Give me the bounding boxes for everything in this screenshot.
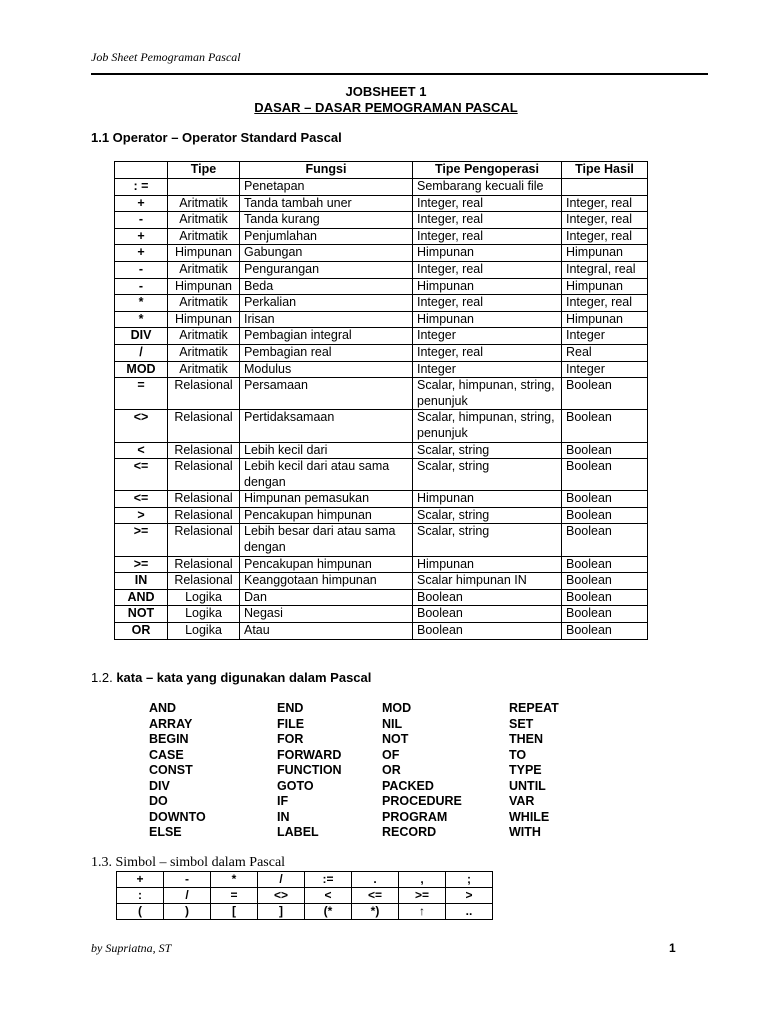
symbol-cell: * [211, 872, 258, 888]
result-type: Boolean [562, 491, 648, 508]
operator-function: Negasi [240, 606, 413, 623]
symbol-cell: < [305, 888, 352, 904]
table-row [115, 311, 648, 328]
table-row [115, 378, 648, 410]
operand-type: Himpunan [413, 311, 562, 328]
table-row [115, 344, 648, 361]
table-row [115, 195, 648, 212]
header-fungsi: Fungsi [240, 162, 413, 179]
result-type: Integral, real [562, 261, 648, 278]
operator-type: Aritmatik [168, 295, 240, 312]
running-header: Job Sheet Pemograman Pascal [91, 50, 241, 64]
table-row [115, 573, 648, 590]
symbol-row [117, 904, 493, 920]
operator-type: Relasional [168, 459, 240, 491]
symbol-cell: ) [164, 904, 211, 920]
keyword-column [509, 701, 559, 841]
result-type: Boolean [562, 606, 648, 623]
operator-type: Relasional [168, 507, 240, 524]
symbol-cell: / [258, 872, 305, 888]
result-type: Himpunan [562, 245, 648, 262]
operand-type: Boolean [413, 589, 562, 606]
symbol-cell: , [399, 872, 446, 888]
operand-type: Scalar himpunan IN [413, 573, 562, 590]
operator-type: Logika [168, 623, 240, 640]
operator-type: Relasional [168, 573, 240, 590]
symbol-cell: ( [117, 904, 164, 920]
result-type: Boolean [562, 589, 648, 606]
operator-type: Logika [168, 589, 240, 606]
operator-type: Aritmatik [168, 228, 240, 245]
operator-symbol: / [115, 344, 168, 361]
operator-type: Himpunan [168, 245, 240, 262]
result-type: Integer, real [562, 228, 648, 245]
operator-function: Beda [240, 278, 413, 295]
section-2-label: kata – kata yang digunakan dalam Pascal [116, 670, 372, 685]
keyword: FOR [277, 732, 304, 746]
operator-symbol: NOT [115, 606, 168, 623]
operand-type: Scalar, string [413, 442, 562, 459]
table-row [115, 442, 648, 459]
operator-function: Atau [240, 623, 413, 640]
operator-function: Lebih kecil dari [240, 442, 413, 459]
operator-function: Himpunan pemasukan [240, 491, 413, 508]
keyword: PACKED [382, 778, 434, 793]
table-row [115, 623, 648, 640]
operand-type: Scalar, himpunan, string, penunjuk [413, 410, 562, 442]
keyword: IF [277, 794, 289, 808]
operator-symbol: AND [115, 589, 168, 606]
keyword: PROCEDURE [382, 794, 462, 808]
operator-type: Relasional [168, 491, 240, 508]
page-number: 1 [669, 941, 676, 955]
operand-type: Boolean [413, 623, 562, 640]
keyword: VAR [509, 794, 535, 808]
operator-symbol: + [115, 228, 168, 245]
table-row [115, 491, 648, 508]
operator-symbol: = [115, 378, 168, 410]
keyword: GOTO [277, 778, 314, 793]
keyword: AND [149, 701, 177, 715]
keyword: LABEL [277, 825, 319, 839]
symbol-cell: . [352, 872, 399, 888]
symbol-cell: = [211, 888, 258, 904]
operator-function: Keanggotaan himpunan [240, 573, 413, 590]
result-type: Himpunan [562, 311, 648, 328]
operand-type: Integer, real [413, 212, 562, 229]
operand-type: Scalar, string [413, 459, 562, 491]
keyword: REPEAT [509, 701, 559, 715]
keyword: FORWARD [277, 747, 342, 762]
symbol-cell: ; [446, 872, 493, 888]
keyword: NOT [382, 732, 409, 746]
operator-type [168, 179, 240, 196]
symbol-cell: *) [352, 904, 399, 920]
keyword: END [277, 701, 304, 715]
keyword: CASE [149, 747, 184, 762]
keyword: NIL [382, 716, 403, 731]
operator-symbol: + [115, 195, 168, 212]
operator-function: Pencakupan himpunan [240, 507, 413, 524]
keyword: OR [382, 763, 401, 777]
operator-symbol: >= [115, 524, 168, 556]
operator-function: Lebih kecil dari atau sama dengan [240, 459, 413, 491]
operand-type: Boolean [413, 606, 562, 623]
table-row [115, 245, 648, 262]
operator-type: Himpunan [168, 278, 240, 295]
keyword: DOWNTO [149, 809, 206, 824]
operator-function: Pembagian integral [240, 328, 413, 345]
result-type: Boolean [562, 442, 648, 459]
keyword-column [149, 701, 206, 841]
operator-type: Relasional [168, 556, 240, 573]
operand-type: Integer, real [413, 261, 562, 278]
operator-type: Relasional [168, 378, 240, 410]
result-type: Real [562, 344, 648, 361]
table-row [115, 556, 648, 573]
operator-symbol: > [115, 507, 168, 524]
operator-type: Himpunan [168, 311, 240, 328]
operator-symbol: <= [115, 459, 168, 491]
keyword: ELSE [149, 825, 182, 839]
operand-type: Integer, real [413, 195, 562, 212]
operator-type: Aritmatik [168, 212, 240, 229]
keyword: UNTIL [509, 778, 546, 793]
operand-type: Integer [413, 328, 562, 345]
table-row [115, 361, 648, 378]
keyword: ARRAY [149, 716, 193, 731]
table-row [115, 295, 648, 312]
symbol-cell: (* [305, 904, 352, 920]
operator-function: Penjumlahan [240, 228, 413, 245]
keyword: DIV [149, 778, 170, 793]
operator-type: Aritmatik [168, 328, 240, 345]
header-tipe: Tipe [168, 162, 240, 179]
operator-function: Pembagian real [240, 344, 413, 361]
table-row [115, 410, 648, 442]
keyword-list [149, 701, 589, 841]
operator-function: Pengurangan [240, 261, 413, 278]
table-row [115, 507, 648, 524]
symbol-row [117, 888, 493, 904]
operator-type: Aritmatik [168, 261, 240, 278]
symbol-cell: ] [258, 904, 305, 920]
operator-symbol: * [115, 295, 168, 312]
keyword: BEGIN [149, 732, 189, 746]
operator-type: Relasional [168, 524, 240, 556]
keyword: PROGRAM [382, 809, 448, 824]
operand-type: Scalar, string [413, 524, 562, 556]
operand-type: Himpunan [413, 491, 562, 508]
table-row [115, 212, 648, 229]
operator-type: Aritmatik [168, 361, 240, 378]
operator-function: Gabungan [240, 245, 413, 262]
result-type: Boolean [562, 410, 648, 442]
result-type: Boolean [562, 556, 648, 573]
document-subtitle: DASAR – DASAR PEMOGRAMAN PASCAL [254, 100, 518, 115]
keyword: SET [509, 716, 534, 731]
operator-symbol: - [115, 261, 168, 278]
section-1-title: 1.1 Operator – Operator Standard Pascal [91, 130, 342, 145]
keyword: OF [382, 747, 400, 762]
keyword-column [277, 701, 342, 841]
operand-type: Scalar, string [413, 507, 562, 524]
section-2-title [91, 670, 371, 685]
keyword: RECORD [382, 825, 437, 839]
result-type: Integer, real [562, 195, 648, 212]
header-rule [91, 73, 708, 75]
keyword-column [382, 701, 462, 841]
result-type: Boolean [562, 378, 648, 410]
result-type: Integer, real [562, 212, 648, 229]
header-operator [115, 162, 168, 179]
operator-type: Aritmatik [168, 195, 240, 212]
operator-function: Tanda tambah uner [240, 195, 413, 212]
operator-function: Modulus [240, 361, 413, 378]
table-row [115, 278, 648, 295]
symbol-row [117, 872, 493, 888]
operator-type: Relasional [168, 442, 240, 459]
operator-symbol: : = [115, 179, 168, 196]
operator-function: Perkalian [240, 295, 413, 312]
keyword: WITH [509, 825, 541, 839]
symbol-cell: [ [211, 904, 258, 920]
keyword: FILE [277, 716, 305, 731]
symbol-cell: / [164, 888, 211, 904]
table-row [115, 524, 648, 556]
operator-function: Irisan [240, 311, 413, 328]
symbol-cell: + [117, 872, 164, 888]
operator-symbol: + [115, 245, 168, 262]
operator-function: Penetapan [240, 179, 413, 196]
symbol-cell: .. [446, 904, 493, 920]
result-type [562, 179, 648, 196]
operand-type: Himpunan [413, 556, 562, 573]
operator-type: Relasional [168, 410, 240, 442]
operand-type: Sembarang kecuali file [413, 179, 562, 196]
operator-symbol: IN [115, 573, 168, 590]
table-row [115, 328, 648, 345]
operand-type: Integer, real [413, 344, 562, 361]
symbol-cell: <> [258, 888, 305, 904]
table-row [115, 261, 648, 278]
header-tipe-pengoperasi: Tipe Pengoperasi [413, 162, 562, 179]
keyword: CONST [149, 763, 193, 777]
operator-function: Pencakupan himpunan [240, 556, 413, 573]
operator-symbol: <= [115, 491, 168, 508]
operator-type: Aritmatik [168, 344, 240, 361]
keyword: IN [277, 809, 290, 824]
result-type: Boolean [562, 507, 648, 524]
section-3-title: 1.3. Simbol – simbol dalam Pascal [91, 855, 286, 870]
operator-symbol: MOD [115, 361, 168, 378]
keyword: WHILE [509, 809, 550, 824]
operator-symbol: - [115, 212, 168, 229]
operator-symbol: * [115, 311, 168, 328]
symbol-cell: <= [352, 888, 399, 904]
header-tipe-hasil: Tipe Hasil [562, 162, 648, 179]
keyword: DO [149, 794, 168, 808]
symbol-cell: > [446, 888, 493, 904]
result-type: Boolean [562, 573, 648, 590]
keyword: THEN [509, 732, 544, 746]
keyword: FUNCTION [277, 763, 342, 777]
keyword: TYPE [509, 763, 542, 777]
operator-symbol: - [115, 278, 168, 295]
result-type: Integer [562, 361, 648, 378]
symbol-cell: - [164, 872, 211, 888]
operator-symbol: >= [115, 556, 168, 573]
section-2-number: 1.2. [91, 670, 113, 685]
operand-type: Himpunan [413, 278, 562, 295]
result-type: Himpunan [562, 278, 648, 295]
operator-function: Pertidaksamaan [240, 410, 413, 442]
symbol-table [116, 871, 493, 920]
operand-type: Integer [413, 361, 562, 378]
operand-type: Himpunan [413, 245, 562, 262]
operand-type: Integer, real [413, 295, 562, 312]
operator-function: Lebih besar dari atau sama dengan [240, 524, 413, 556]
footer-author: by Supriatna, ST [91, 941, 172, 955]
operator-symbol: OR [115, 623, 168, 640]
keyword: MOD [382, 701, 412, 715]
result-type: Boolean [562, 623, 648, 640]
table-row [115, 179, 648, 196]
result-type: Integer, real [562, 295, 648, 312]
symbol-cell: >= [399, 888, 446, 904]
operator-symbol: <> [115, 410, 168, 442]
result-type: Boolean [562, 459, 648, 491]
operator-function: Tanda kurang [240, 212, 413, 229]
symbol-cell: := [305, 872, 352, 888]
operator-function: Persamaan [240, 378, 413, 410]
symbol-cell: ↑ [399, 904, 446, 920]
result-type: Boolean [562, 524, 648, 556]
result-type: Integer [562, 328, 648, 345]
operator-symbol: DIV [115, 328, 168, 345]
operator-table [114, 161, 648, 640]
operator-table-header [115, 162, 648, 179]
keyword: TO [509, 747, 527, 762]
operand-type: Integer, real [413, 228, 562, 245]
operator-function: Dan [240, 589, 413, 606]
table-row [115, 228, 648, 245]
table-row [115, 589, 648, 606]
operator-symbol: < [115, 442, 168, 459]
operator-type: Logika [168, 606, 240, 623]
symbol-cell: : [117, 888, 164, 904]
document-title: JOBSHEET 1 [345, 84, 427, 99]
table-row [115, 459, 648, 491]
table-row [115, 606, 648, 623]
operand-type: Scalar, himpunan, string, penunjuk [413, 378, 562, 410]
